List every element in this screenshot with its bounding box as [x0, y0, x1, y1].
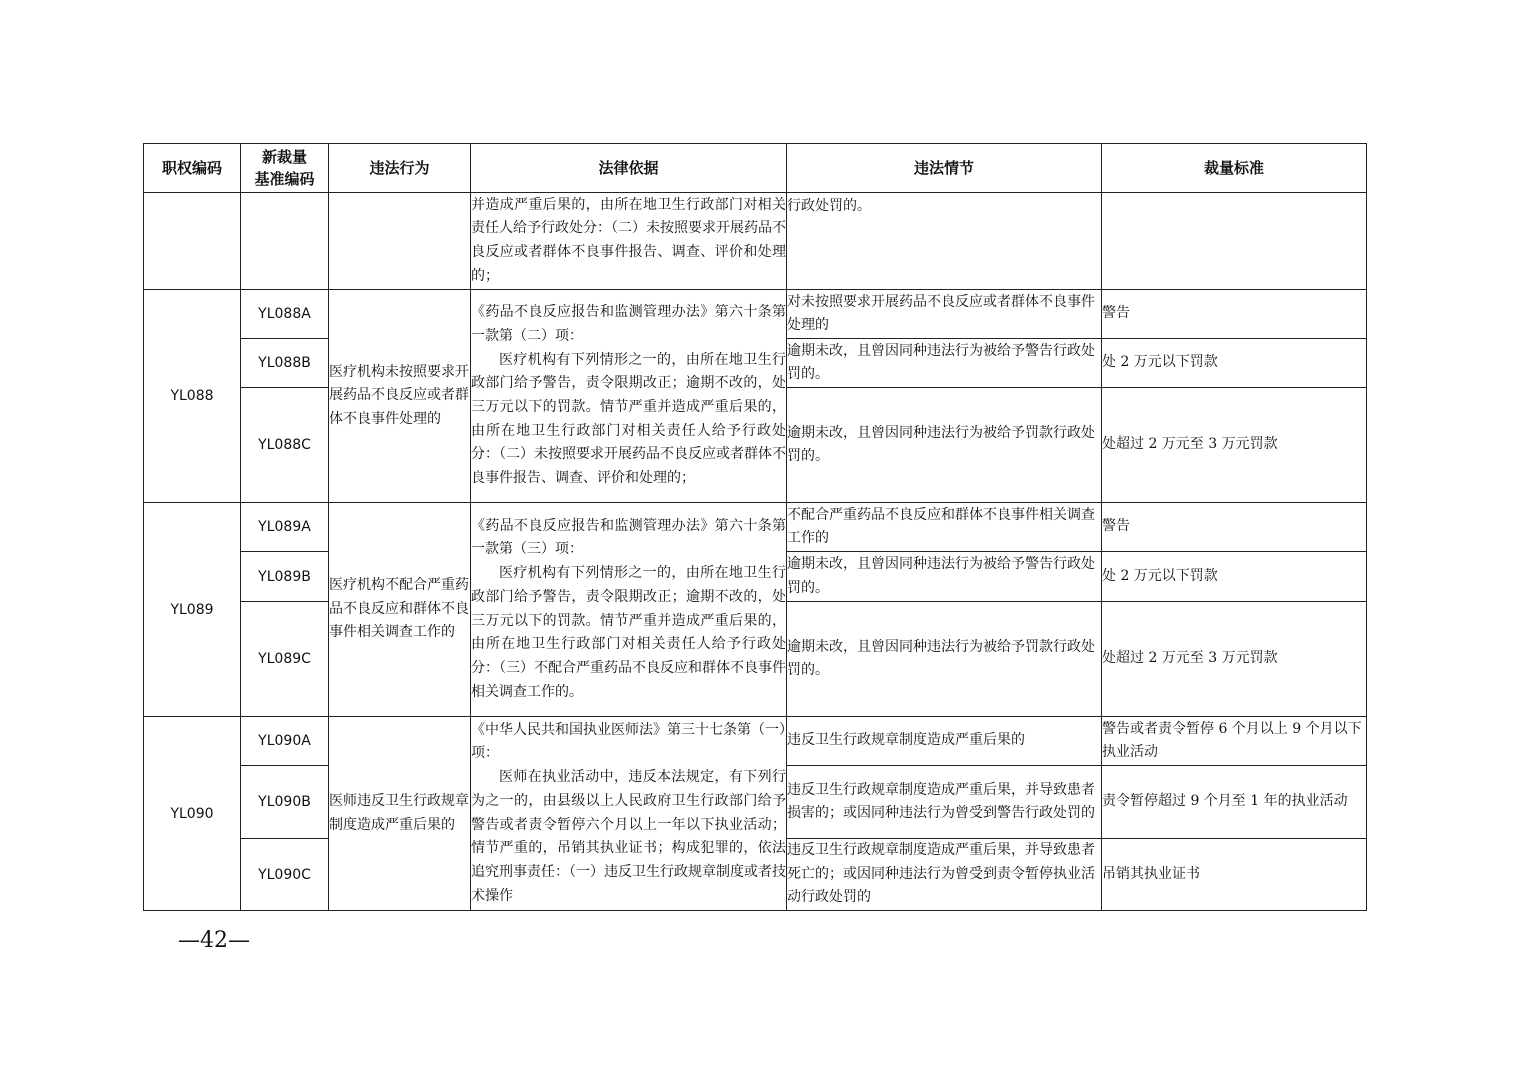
cell-authority-code: YL089	[144, 503, 241, 717]
header-row	[144, 144, 1367, 193]
cell-new-code: YL090B	[241, 766, 329, 839]
basis-body: 医疗机构有下列情形之一的，由所在地卫生行政部门给予警告，责令限期改正；逾期不改的，处三万元以下的罚款。情节严重并造成严重后果的，由所在地卫生行政部门对相关责任人给予行政处分：（二）未按照要求开展药品不良反应或者群体不良事件报告、调查、评价和处理的；	[471, 351, 786, 487]
basis-title: 《中华人民共和国执业医师法》第三十七条第（一）项：	[471, 721, 786, 762]
cell-new-code: YL088A	[241, 290, 329, 339]
header-circumstance: 违法情节	[787, 144, 1102, 193]
header-authority-code: 职权编码	[144, 144, 241, 193]
cell-violation: 医师违反卫生行政规章制度造成严重后果的	[329, 717, 471, 911]
cell-circumstance: 逾期未改，且曾因同种违法行为被给予罚款行政处罚的。	[787, 602, 1102, 717]
cell-circumstance: 违反卫生行政规章制度造成严重后果，并导致患者损害的；或因同种违法行为曾受到警告行政处罚的	[787, 766, 1102, 839]
cell-standard: 警告或者责令暂停 6 个月以上 9 个月以下执业活动	[1102, 717, 1367, 766]
table-row	[144, 290, 1367, 339]
cell-standard: 处 2 万元以下罚款	[1102, 339, 1367, 388]
cell-standard: 处 2 万元以下罚款	[1102, 552, 1367, 602]
cell-empty	[241, 193, 329, 290]
cell-standard: 吊销其执业证书	[1102, 839, 1367, 911]
cell-basis-continued: 并造成严重后果的，由所在地卫生行政部门对相关责任人给予行政处分：（二）未按照要求开展药品不良反应或者群体不良事件报告、调查、评价和处理的；	[471, 193, 787, 290]
cell-circumstance: 不配合严重药品不良反应和群体不良事件相关调查工作的	[787, 503, 1102, 552]
cell-new-code: YL089C	[241, 602, 329, 717]
cell-standard-continued	[1102, 193, 1367, 290]
cell-circumstance: 违反卫生行政规章制度造成严重后果的	[787, 717, 1102, 766]
cell-standard: 处超过 2 万元至 3 万元罚款	[1102, 602, 1367, 717]
cell-violation: 医疗机构不配合严重药品不良反应和群体不良事件相关调查工作的	[329, 503, 471, 717]
cell-standard: 处超过 2 万元至 3 万元罚款	[1102, 388, 1367, 503]
cell-basis	[471, 290, 787, 503]
cell-basis	[471, 717, 787, 911]
discretion-table	[143, 143, 1367, 911]
cell-empty	[329, 193, 471, 290]
cell-circumstance-continued: 行政处罚的。	[787, 193, 1102, 290]
cell-authority-code: YL090	[144, 717, 241, 911]
cell-empty	[144, 193, 241, 290]
header-new-code	[241, 144, 329, 193]
cell-circumstance: 违反卫生行政规章制度造成严重后果，并导致患者死亡的；或因同种违法行为曾受到责令暂停执业活动行政处罚的	[787, 839, 1102, 911]
cell-standard: 警告	[1102, 503, 1367, 552]
cell-basis	[471, 503, 787, 717]
cell-new-code: YL088B	[241, 339, 329, 388]
cell-new-code: YL088C	[241, 388, 329, 503]
basis-title: 《药品不良反应报告和监测管理办法》第六十条第一款第（三）项：	[471, 517, 786, 558]
cell-new-code: YL089B	[241, 552, 329, 602]
cell-standard: 责令暂停超过 9 个月至 1 年的执业活动	[1102, 766, 1367, 839]
cell-new-code: YL090C	[241, 839, 329, 911]
cell-new-code: YL090A	[241, 717, 329, 766]
cell-new-code: YL089A	[241, 503, 329, 552]
cell-circumstance: 逾期未改，且曾因同种违法行为被给予罚款行政处罚的。	[787, 388, 1102, 503]
cell-violation: 医疗机构未按照要求开展药品不良反应或者群体不良事件处理的	[329, 290, 471, 503]
cell-standard: 警告	[1102, 290, 1367, 339]
basis-title: 《药品不良反应报告和监测管理办法》第六十条第一款第（二）项：	[471, 304, 786, 344]
table-row	[144, 503, 1367, 552]
basis-body: 医疗机构有下列情形之一的，由所在地卫生行政部门给予警告，责令限期改正；逾期不改的，处三万元以下的罚款。情节严重并造成严重后果的，由所在地卫生行政部门对相关责任人给予行政处分：（三）不配合严重药品不良反应和群体不良事件相关调查工作的。	[471, 565, 786, 700]
cell-circumstance: 逾期未改，且曾因同种违法行为被给予警告行政处罚的。	[787, 552, 1102, 602]
header-violation: 违法行为	[329, 144, 471, 193]
table-row	[144, 717, 1367, 766]
header-new-code-text: 新裁量 基准编码	[254, 148, 315, 188]
page-number: —42—	[178, 928, 250, 953]
cell-authority-code: YL088	[144, 290, 241, 503]
cell-circumstance: 逾期未改，且曾因同种违法行为被给予警告行政处罚的。	[787, 339, 1102, 388]
header-standard: 裁量标准	[1102, 144, 1367, 193]
basis-body: 医师在执业活动中，违反本法规定，有下列行为之一的，由县级以上人民政府卫生行政部门给予警告或者责令暂停六个月以上一年以下执业活动；情节严重的，吊销其执业证书；构成犯罪的，依法追究刑事责任：（一）违反卫生行政规章制度或者技术操作	[471, 769, 786, 904]
cell-circumstance: 对未按照要求开展药品不良反应或者群体不良事件处理的	[787, 290, 1102, 339]
table-row	[144, 193, 1367, 290]
header-legal-basis: 法律依据	[471, 144, 787, 193]
